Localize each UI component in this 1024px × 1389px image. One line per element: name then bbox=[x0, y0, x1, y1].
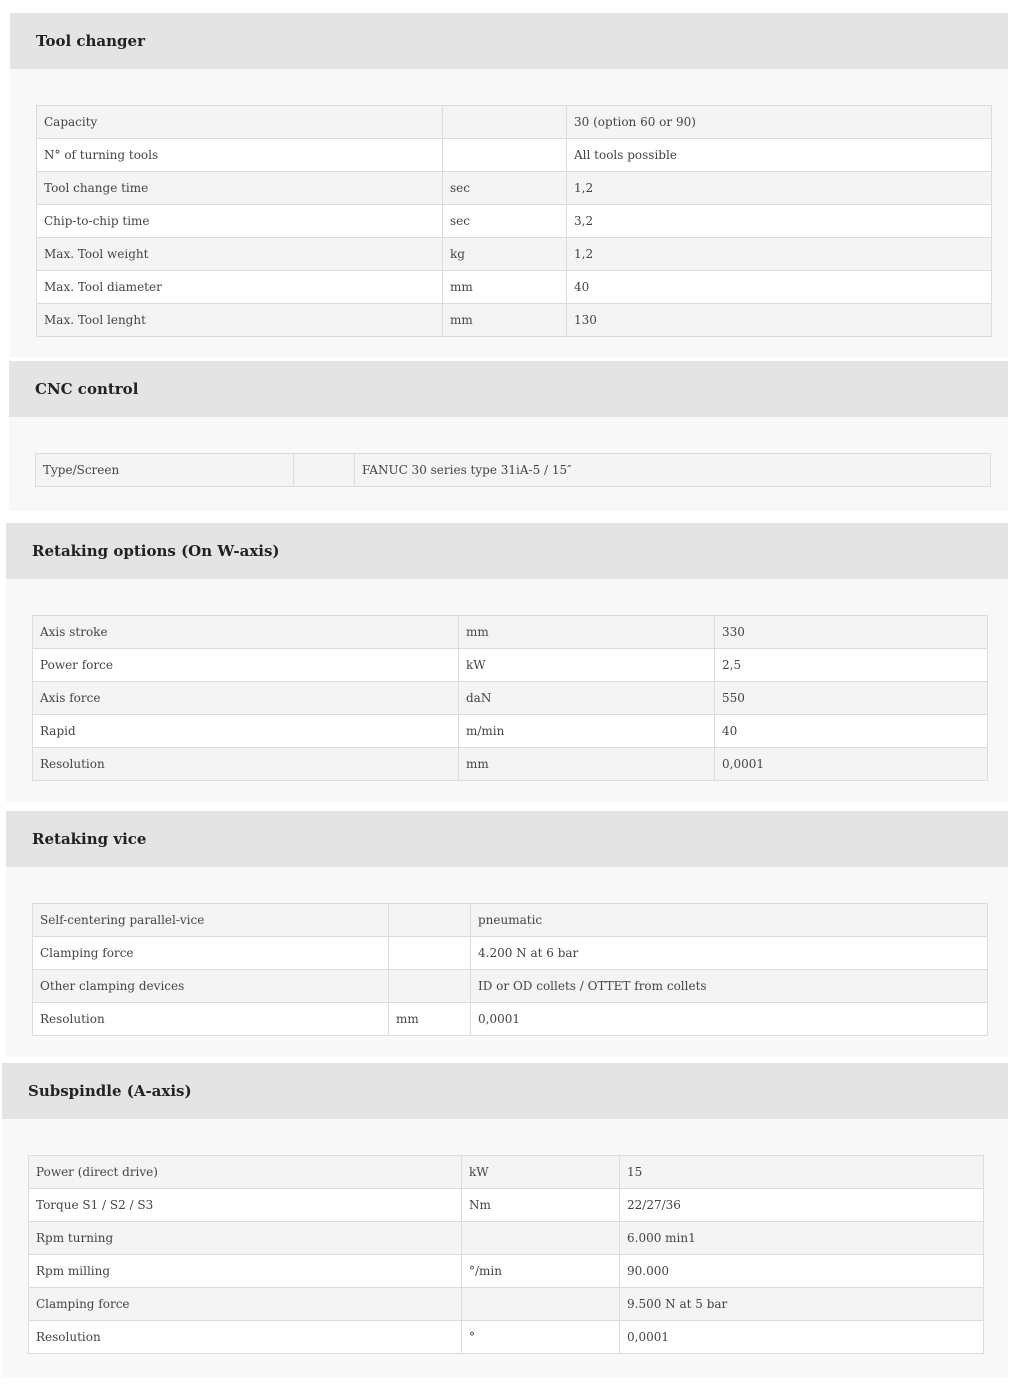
spec-unit bbox=[294, 454, 355, 487]
section-retaking-options bbox=[6, 523, 1008, 802]
spec-table bbox=[32, 903, 988, 1036]
section-title: Subspindle (A-axis) bbox=[2, 1063, 1008, 1119]
table-row bbox=[33, 904, 988, 937]
table-row bbox=[36, 454, 991, 487]
table-row bbox=[29, 1222, 984, 1255]
spec-unit: mm bbox=[389, 1003, 471, 1036]
table-row bbox=[33, 682, 988, 715]
spec-value: 330 bbox=[715, 616, 988, 649]
spec-value: 30 (option 60 or 90) bbox=[567, 106, 992, 139]
table-row bbox=[33, 616, 988, 649]
table-row bbox=[33, 715, 988, 748]
table-row bbox=[33, 937, 988, 970]
table-row bbox=[29, 1189, 984, 1222]
spec-label: Resolution bbox=[33, 748, 459, 781]
spec-unit: mm bbox=[443, 304, 567, 337]
table-row bbox=[37, 139, 992, 172]
spec-unit bbox=[389, 904, 471, 937]
spec-unit: mm bbox=[459, 748, 715, 781]
spec-table bbox=[32, 615, 988, 781]
spec-value: 3,2 bbox=[567, 205, 992, 238]
spec-unit bbox=[462, 1222, 620, 1255]
spec-value: 2,5 bbox=[715, 649, 988, 682]
table-row bbox=[37, 106, 992, 139]
spec-unit: °/min bbox=[462, 1255, 620, 1288]
table-row bbox=[33, 748, 988, 781]
spec-value: 0,0001 bbox=[620, 1321, 984, 1354]
spec-label: Max. Tool diameter bbox=[37, 271, 443, 304]
table-row bbox=[37, 304, 992, 337]
spec-unit: kg bbox=[443, 238, 567, 271]
table-row bbox=[33, 970, 988, 1003]
spec-value: All tools possible bbox=[567, 139, 992, 172]
spec-label: Max. Tool lenght bbox=[37, 304, 443, 337]
spec-label: Resolution bbox=[29, 1321, 462, 1354]
spec-value: 90.000 bbox=[620, 1255, 984, 1288]
spec-label: Other clamping devices bbox=[33, 970, 389, 1003]
spec-label: Power (direct drive) bbox=[29, 1156, 462, 1189]
spec-label: Max. Tool weight bbox=[37, 238, 443, 271]
section-title: Retaking vice bbox=[6, 811, 1008, 867]
spec-label: Power force bbox=[33, 649, 459, 682]
spec-value: 130 bbox=[567, 304, 992, 337]
spec-value: 22/27/36 bbox=[620, 1189, 984, 1222]
spec-unit: m/min bbox=[459, 715, 715, 748]
spec-label: Resolution bbox=[33, 1003, 389, 1036]
spec-value: 9.500 N at 5 bar bbox=[620, 1288, 984, 1321]
spec-label: Axis force bbox=[33, 682, 459, 715]
spec-label: Clamping force bbox=[33, 937, 389, 970]
spec-unit bbox=[389, 937, 471, 970]
spec-label: N° of turning tools bbox=[37, 139, 443, 172]
spec-value: 0,0001 bbox=[715, 748, 988, 781]
section-subspindle bbox=[2, 1063, 1008, 1377]
spec-label: Capacity bbox=[37, 106, 443, 139]
spec-label: Torque S1 / S2 / S3 bbox=[29, 1189, 462, 1222]
table-row bbox=[37, 238, 992, 271]
spec-label: Axis stroke bbox=[33, 616, 459, 649]
spec-label: Self-centering parallel-vice bbox=[33, 904, 389, 937]
table-row bbox=[29, 1288, 984, 1321]
section-cnc-control bbox=[9, 361, 1008, 511]
section-title: Tool changer bbox=[10, 13, 1008, 69]
spec-unit: sec bbox=[443, 205, 567, 238]
spec-unit: kW bbox=[459, 649, 715, 682]
spec-unit: Nm bbox=[462, 1189, 620, 1222]
spec-label: Clamping force bbox=[29, 1288, 462, 1321]
spec-unit bbox=[443, 106, 567, 139]
spec-value: 1,2 bbox=[567, 238, 992, 271]
spec-unit: sec bbox=[443, 172, 567, 205]
table-row bbox=[37, 271, 992, 304]
spec-value: 0,0001 bbox=[471, 1003, 988, 1036]
spec-unit: kW bbox=[462, 1156, 620, 1189]
section-tool-changer bbox=[10, 13, 1008, 357]
section-title: CNC control bbox=[9, 361, 1008, 417]
spec-label: Tool change time bbox=[37, 172, 443, 205]
table-row bbox=[29, 1255, 984, 1288]
table-row bbox=[29, 1156, 984, 1189]
spec-unit: mm bbox=[459, 616, 715, 649]
spec-unit: ° bbox=[462, 1321, 620, 1354]
spec-value: FANUC 30 series type 31iA-5 / 15″ bbox=[355, 454, 991, 487]
spec-value: 40 bbox=[567, 271, 992, 304]
section-retaking-vice bbox=[6, 811, 1008, 1056]
spec-value: 6.000 min1 bbox=[620, 1222, 984, 1255]
spec-value: 550 bbox=[715, 682, 988, 715]
spec-label: Chip-to-chip time bbox=[37, 205, 443, 238]
spec-value: 4.200 N at 6 bar bbox=[471, 937, 988, 970]
spec-label: Rpm milling bbox=[29, 1255, 462, 1288]
spec-label: Type/Screen bbox=[36, 454, 294, 487]
spec-value: ID or OD collets / OTTET from collets bbox=[471, 970, 988, 1003]
spec-label: Rapid bbox=[33, 715, 459, 748]
table-row bbox=[37, 205, 992, 238]
spec-unit: mm bbox=[443, 271, 567, 304]
spec-table bbox=[36, 105, 992, 337]
spec-value: 1,2 bbox=[567, 172, 992, 205]
table-row bbox=[29, 1321, 984, 1354]
spec-table bbox=[28, 1155, 984, 1354]
spec-label: Rpm turning bbox=[29, 1222, 462, 1255]
spec-unit: daN bbox=[459, 682, 715, 715]
spec-unit bbox=[389, 970, 471, 1003]
spec-unit bbox=[462, 1288, 620, 1321]
spec-value: pneumatic bbox=[471, 904, 988, 937]
spec-value: 40 bbox=[715, 715, 988, 748]
table-row bbox=[37, 172, 992, 205]
spec-unit bbox=[443, 139, 567, 172]
spec-value: 15 bbox=[620, 1156, 984, 1189]
spec-table bbox=[35, 453, 991, 487]
table-row bbox=[33, 649, 988, 682]
table-row bbox=[33, 1003, 988, 1036]
section-title: Retaking options (On W-axis) bbox=[6, 523, 1008, 579]
